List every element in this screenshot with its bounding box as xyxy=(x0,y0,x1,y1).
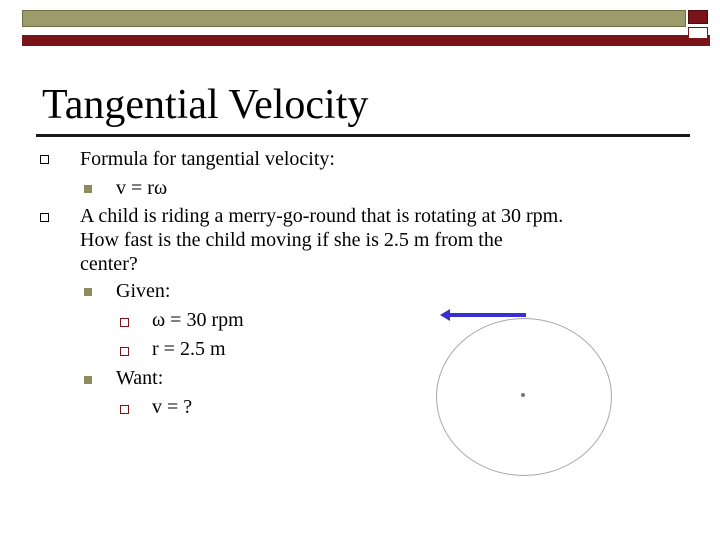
want-label: Want: xyxy=(116,367,164,389)
banner-square-outline xyxy=(688,27,708,39)
banner-square-filled xyxy=(688,10,708,24)
given-omega: ω = 30 rpm xyxy=(152,309,244,331)
merry-go-round-circle xyxy=(436,318,612,476)
center-point xyxy=(521,393,525,397)
want-velocity: v = ? xyxy=(152,396,193,418)
banner-olive-bar xyxy=(22,10,686,27)
top-banner xyxy=(22,10,710,36)
bullet-marker-l1 xyxy=(40,213,49,222)
slide-title: Tangential Velocity xyxy=(42,82,369,128)
problem-line-3: center? xyxy=(80,253,138,275)
title-underline xyxy=(36,134,690,137)
bullet-marker-l3 xyxy=(120,405,129,414)
formula-text: v = rω xyxy=(116,177,168,199)
bullet-marker-l2 xyxy=(84,185,92,193)
velocity-arrow-shaft xyxy=(448,313,526,317)
given-radius: r = 2.5 m xyxy=(152,338,226,360)
banner-maroon-bar xyxy=(22,35,710,46)
bullet-marker-l1 xyxy=(40,155,49,164)
problem-line-2: How fast is the child moving if she is 2.5 m from the xyxy=(80,229,503,251)
problem-line-1: A child is riding a merry-go-round that is rotating at 30 rpm. xyxy=(80,205,564,227)
bullet-text: Formula for tangential velocity: xyxy=(80,148,335,170)
bullet-marker-l3 xyxy=(120,347,129,356)
bullet-marker-l2 xyxy=(84,376,92,384)
bullet-marker-l3 xyxy=(120,318,129,327)
bullet-marker-l2 xyxy=(84,288,92,296)
given-label: Given: xyxy=(116,280,171,302)
